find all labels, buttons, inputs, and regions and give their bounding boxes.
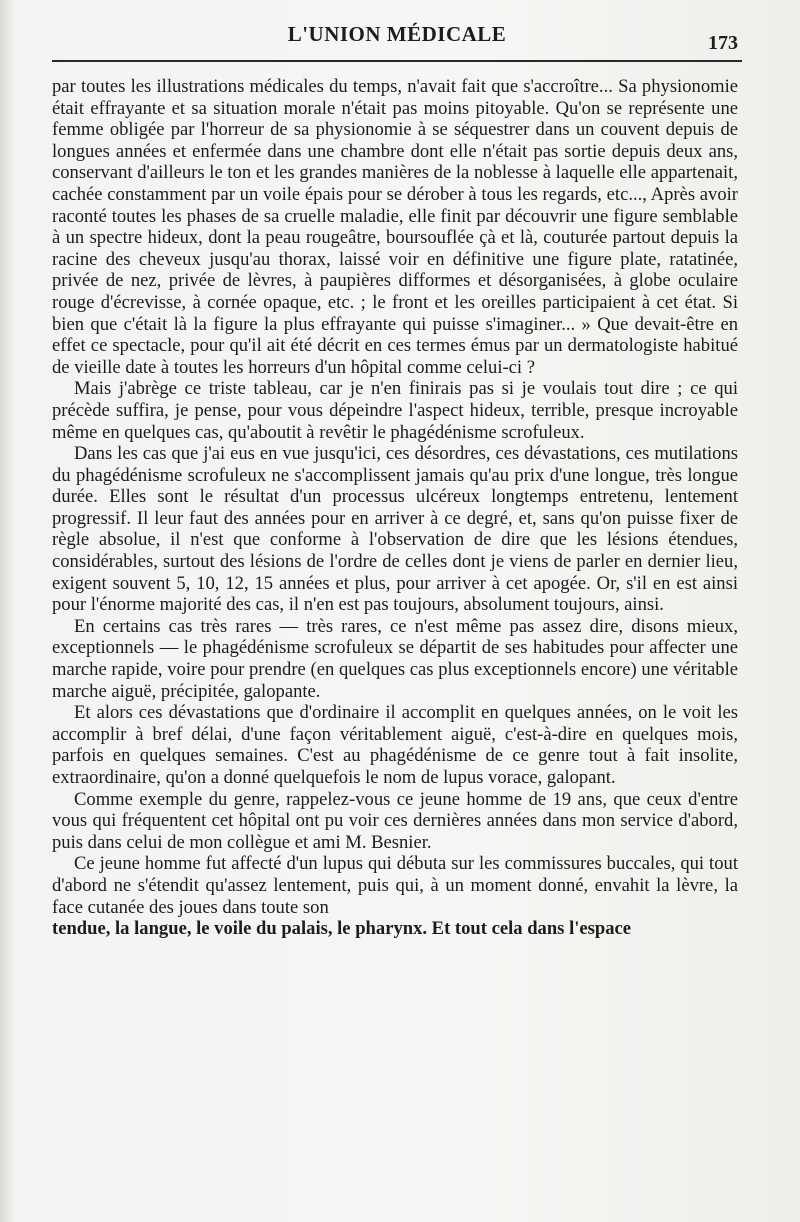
paragraph: Et alors ces dévastations que d'ordinaire il accomplit en quelques années, on le voit les accomplir à bref délai, d'une façon véritablement aiguë, c'est-à-dire en quelques mois, parfois en quelques semaines. C'est au phagédénisme de ce genre tout à fait insolite, extraordinaire, qu'on a donné quelquefois le nom de lupus vorace, galopant.: [52, 702, 738, 788]
paragraph: En certains cas très rares — très rares, ce n'est même pas assez dire, disons mieux, exceptionnels — le phagédénisme scrofuleux se départit de ses habitudes pour affecter une marche rapide, voire pour prendre (en quelques cas plus exceptionnels encore) une véritable marche aiguë, précipitée, galopante.: [52, 615, 738, 702]
paragraph: Comme exemple du genre, rappelez-vous ce jeune homme de 19 ans, que ceux d'entre vous qui fréquentent cet hôpital ont pu voir ces dernières années dans mon service d'abord, puis dans celui de mon collègue et ami M. Besnier.: [52, 788, 738, 853]
paragraph: Ce jeune homme fut affecté d'un lupus qui débuta sur les commissures buccales, qui tout d'abord ne s'étendit qu'assez lentement, puis qui, à un moment donné, envahit la lèvre, la face cutanée des joues dans toute son: [52, 853, 738, 918]
page-header: [52, 22, 742, 62]
page-number: 173: [708, 32, 738, 54]
paragraph-last-line: tendue, la langue, le voile du palais, le pharynx. Et tout cela dans l'espace: [52, 918, 632, 940]
paragraph: Dans les cas que j'ai eus en vue jusqu'ici, ces désordres, ces dévastations, ces mutilations du phagédénisme scrofuleux ne s'accomplissent jamais qu'au prix d'une longue, très longue durée. Elles sont le résultat d'un processus ulcéreux longtemps entretenu, lentement progressif. Il leur faut des années pour en arriver à ce degré, et, sans qu'on puisse fixer de règle absolue, il n'est que conforme à l'observation de dire que les lésions étendues, considérables, surtout des lésions de l'ordre de celles dont je viens de parler en dernier lieu, exigent souvent 5, 10, 12, 15 années et plus, pour arriver à cet apogée. Or, s'il en est ainsi pour l'énorme majorité des cas, il n'en est pas toujours, absolument toujours, ainsi.: [52, 443, 738, 616]
running-title: L'UNION MÉDICALE: [287, 22, 507, 46]
body-text: [52, 76, 738, 940]
paragraph: par toutes les illustrations médicales du temps, n'avait fait que s'accroître... Sa physionomie était effrayante et sa situation morale n'était pas moins pitoyable. Qu'on se représente une femme obligée par l'horreur de sa physionomie à se séquestrer dans un couvent depuis de longues années et enfermée dans une chambre dont elle n'était pas sortie depuis deux ans, conservant d'ailleurs le ton et les grandes manières de la noblesse à laquelle elle appartenait, cachée constamment par un voile épais pour se dérober à tous les regards, etc..., Après avoir raconté toutes les phases de sa cruelle maladie, elle finit par découvrir une figure semblable à un spectre hideux, dont la peau rougeâtre, boursouflée çà et là, couturée partout depuis la racine des cheveux jusqu'au thorax, laissé voir en définitive une figure plate, ratatinée, privée de nez, privée de lèvres, à paupières difformes et désorganisées, à globe oculaire rouge d'écrevisse, à cornée opaque, etc. ; le front et les oreilles participaient à cet état. Si bien que c'était là la figure la plus effrayante qui puisse s'imaginer... » Que devait-être en effet ce spectacle, pour qu'il ait été décrit en ces termes émus par un dermatologiste habitué de vieille date à toutes les horreurs d'un hôpital comme celui-ci ?: [52, 76, 738, 378]
paragraph: Mais j'abrège ce triste tableau, car je n'en finirais pas si je voulais tout dire ; ce qui précède suffira, je pense, pour vous dépeindre l'aspect hideux, terrible, presque incroyable même en quelques cas, qu'aboutit à revêtir le phagédénisme scrofuleux.: [52, 378, 738, 443]
header-rule: [52, 60, 742, 62]
